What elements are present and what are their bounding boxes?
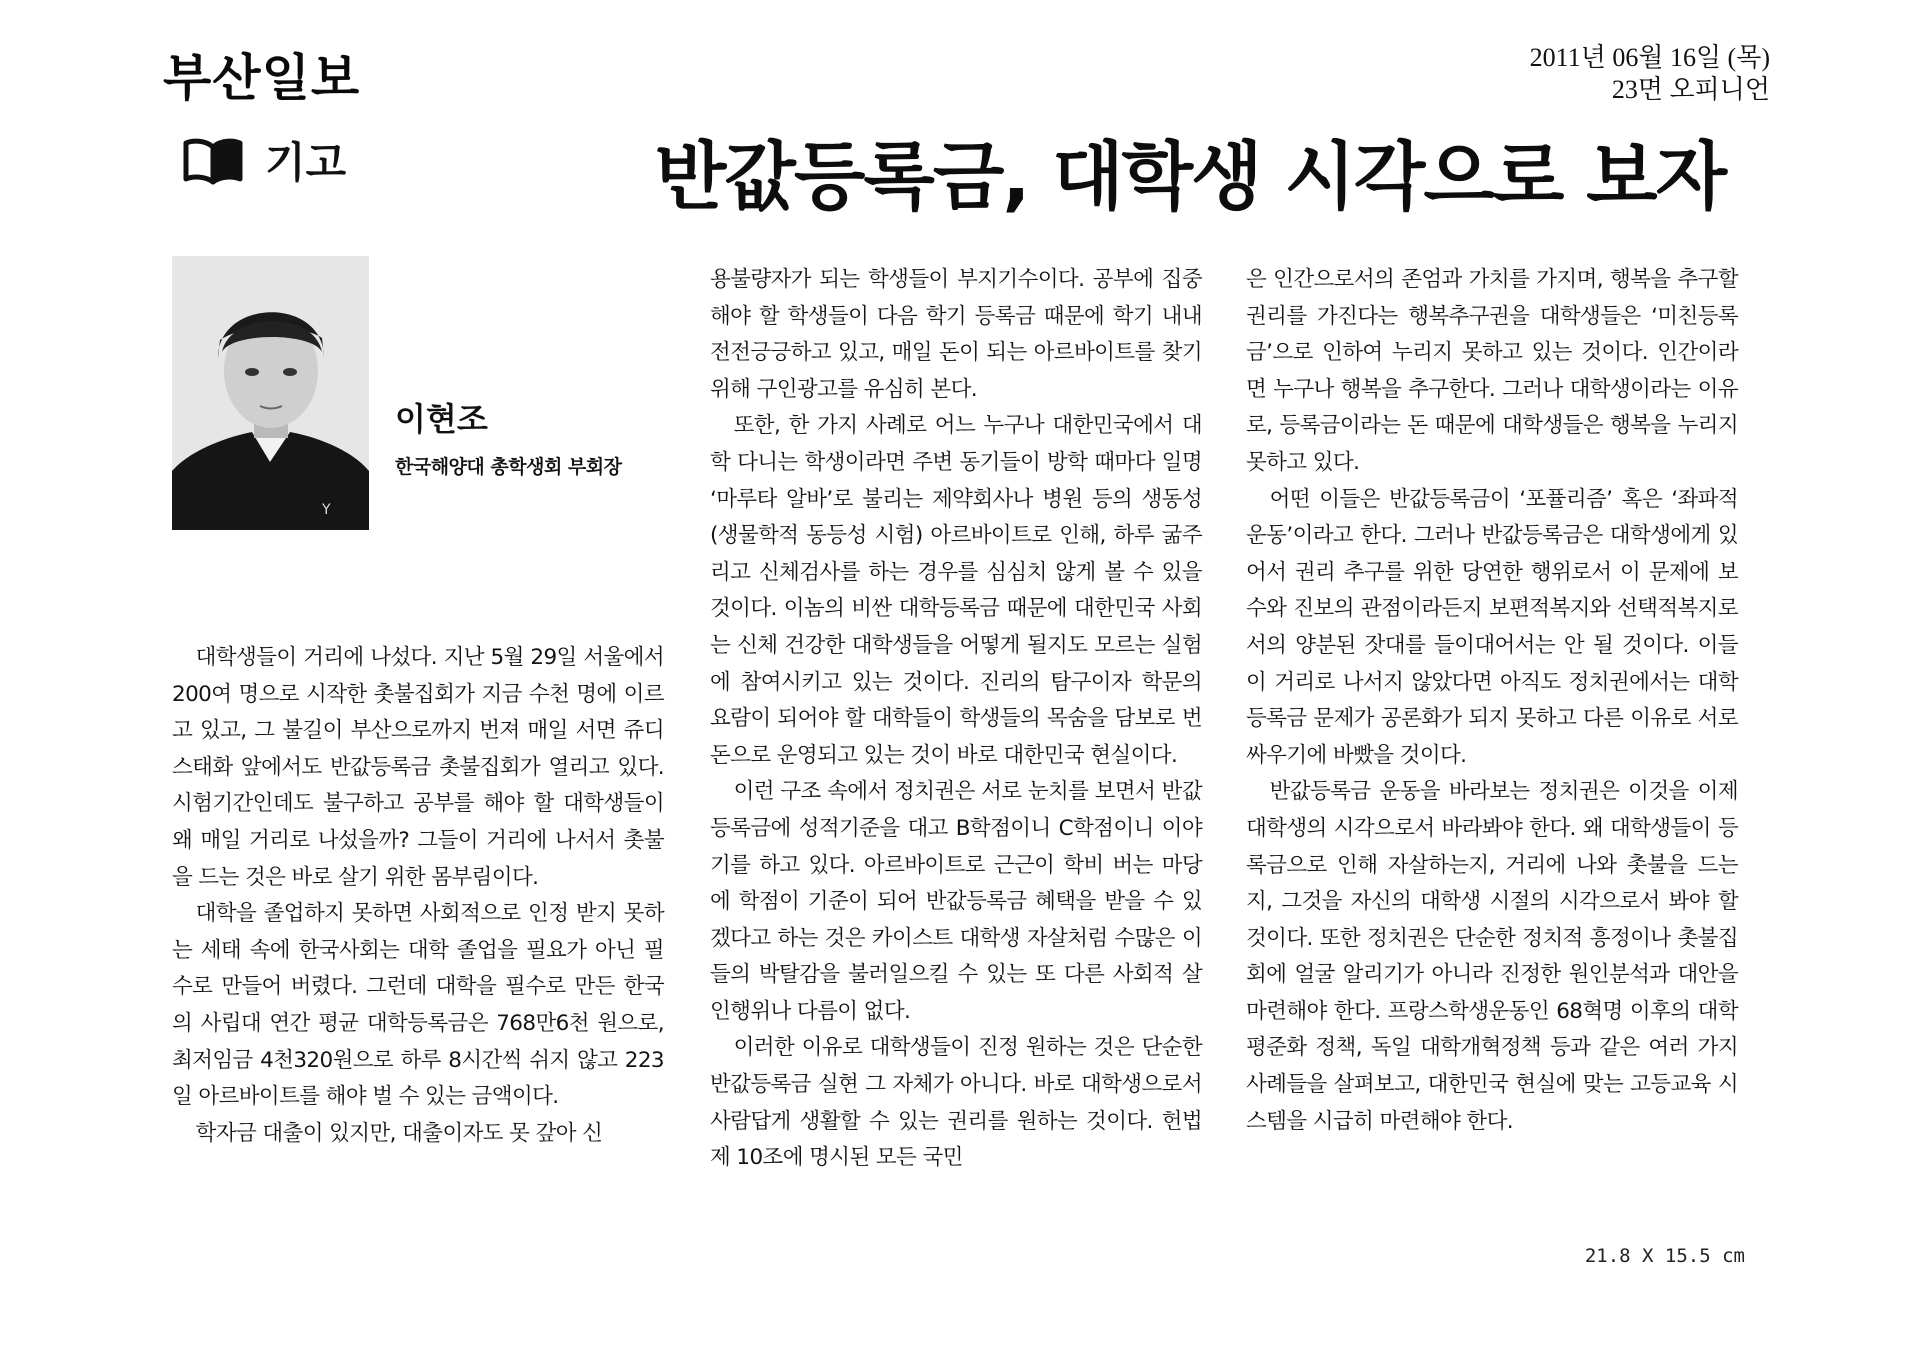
- section-header: [183, 130, 346, 190]
- headline: 반값등록금, 대학생 시각으로 보자: [654, 134, 1726, 220]
- svg-text:Y: Y: [322, 502, 331, 518]
- section-label: 기고: [265, 138, 347, 187]
- book-icon: [183, 135, 243, 185]
- clipping-size: 21.8 X 15.5 cm: [1584, 1245, 1745, 1267]
- page-section: 23면 오피니언: [1611, 75, 1770, 104]
- article-column-1: [172, 640, 664, 1152]
- author-name: 이현조: [395, 400, 488, 438]
- paragraph: 어떤 이들은 반값등록금이 ‘포퓰리즘’ 혹은 ‘좌파적 운동’이라고 한다. 그러나 반값등록금은 대학생에게 있어서 권리 추구를 위한 당연한 행위로서 이 문제에 보수와 진보의 관점이라든지 보편적복지와 선택적복지로서의 양분된 잣대를 들이대어서는 안 될 것이다. 이들이 거리로 나서지 않았다면 아직도 정치권에서는 대학등록금 문제가 공론화가 되지 못하고 다른 이유로 서로 싸우기에 바빴을 것이다.: [1246, 486, 1738, 768]
- masthead-logo: 부산일보: [163, 49, 361, 107]
- paragraph: 반값등록금 운동을 바라보는 정치권은 이것을 이제 대학생의 시각으로서 바라봐야 한다. 왜 대학생들이 등록금으로 인해 자살하는지, 거리에 나와 촛불을 드는지, 그것을 자신의 대학생 시절의 시각으로서 봐야 할 것이다. 또한 정치권은 단순한 정치적 흥정이나 촛불집회에 얼굴 알리기가 아니라 진정한 원인분석과 대안을 마련해야 한다. 프랑스학생운동인 68혁명 이후의 대학평준화 정책, 독일 대학개혁정책 등과 같은 여러 가지 사례들을 살펴보고, 대한민국 현실에 맞는 고등교육 시스템을 시급히 마련해야 한다.: [1246, 779, 1738, 1134]
- issue-date: 2011년 06월 16일 (목): [1529, 43, 1770, 72]
- paragraph: 용불량자가 되는 학생들이 부지기수이다. 공부에 집중해야 할 학생들이 다음 학기 등록금 때문에 학기 내내 전전긍긍하고 있고, 매일 돈이 되는 아르바이트를 찾기 위해 구인광고를 유심히 본다.: [710, 267, 1202, 402]
- paragraph: 이러한 이유로 대학생들이 진정 원하는 것은 단순한 반값등록금 실현 그 자체가 아니다. 바로 대학생으로서 사람답게 생활할 수 있는 권리를 원하는 것이다. 헌법 제 10조에 명시된 모든 국민: [710, 1035, 1202, 1171]
- article-column-2: [710, 262, 1202, 1177]
- author-photo: [172, 256, 369, 530]
- paragraph: 대학을 졸업하지 못하면 사회적으로 인정 받지 못하는 세태 속에 한국사회는 대학 졸업을 필요가 아닌 필수로 만들어 버렸다. 그런데 대학을 필수로 만든 한국의 사립대 연간 평균 대학등록금은 768만6천 원으로, 최저임금 4천320원으로 하루 8시간씩 쉬지 않고 223일 아르바이트를 해야 벌 수 있는 금액이다.: [172, 901, 664, 1110]
- author-title: 한국해양대 총학생회 부회장: [395, 456, 622, 478]
- paragraph: 은 인간으로서의 존엄과 가치를 가지며, 행복을 추구할 권리를 가진다는 행복추구권을 대학생들은 ‘미친등록금’으로 인하여 누리지 못하고 있는 것이다. 인간이라면 누구나 행복을 추구한다. 그러나 대학생이라는 이유로, 등록금이라는 돈 때문에 대학생들은 행복을 누리지 못하고 있다.: [1246, 267, 1738, 475]
- paragraph: 대학생들이 거리에 나섰다. 지난 5월 29일 서울에서 200여 명으로 시작한 촛불집회가 지금 수천 명에 이르고 있고, 그 불길이 부산으로까지 번져 매일 서면 쥬디스태화 앞에서도 반값등록금 촛불집회가 열리고 있다. 시험기간인데도 불구하고 공부를 해야 할 대학생들이 왜 매일 거리로 나섰을까? 그들이 거리에 나서서 촛불을 드는 것은 바로 살기 위한 몸부림이다.: [172, 645, 664, 890]
- paragraph: 이런 구조 속에서 정치권은 서로 눈치를 보면서 반값등록금에 성적기준을 대고 B학점이니 C학점이니 이야기를 하고 있다. 아르바이트로 근근이 학비 버는 마당에 학점이 기준이 되어 반값등록금 혜택을 받을 수 있겠다고 하는 것은 카이스트 대학생 자살처럼 수많은 이들의 박탈감을 불러일으킬 수 있는 또 다른 사회적 살인행위나 다름이 없다.: [710, 779, 1202, 1024]
- paragraph: 학자금 대출이 있지만, 대출이자도 못 갚아 신: [195, 1120, 603, 1146]
- article-column-3: [1246, 262, 1738, 1140]
- dateline: [1440, 42, 1770, 106]
- paragraph: 또한, 한 가지 사례로 어느 누구나 대한민국에서 대학 다니는 학생이라면 주변 동기들이 방학 때마다 일명 ‘마루타 알바’로 불리는 제약회사나 병원 등의 생동성(생물학적 동등성 시험) 아르바이트로 인해, 하루 굶주리고 신체검사를 하는 경우를 심심치 않게 볼 수 있을 것이다. 이놈의 비싼 대학등록금 때문에 대한민국 사회는 신체 건강한 대학생들을 어떻게 될지도 모르는 실험에 참여시키고 있는 것이다. 진리의 탐구이자 학문의 요람이 되어야 할 대학들이 학생들의 목숨을 담보로 번 돈으로 운영되고 있는 것이 바로 대한민국 현실이다.: [710, 413, 1202, 768]
